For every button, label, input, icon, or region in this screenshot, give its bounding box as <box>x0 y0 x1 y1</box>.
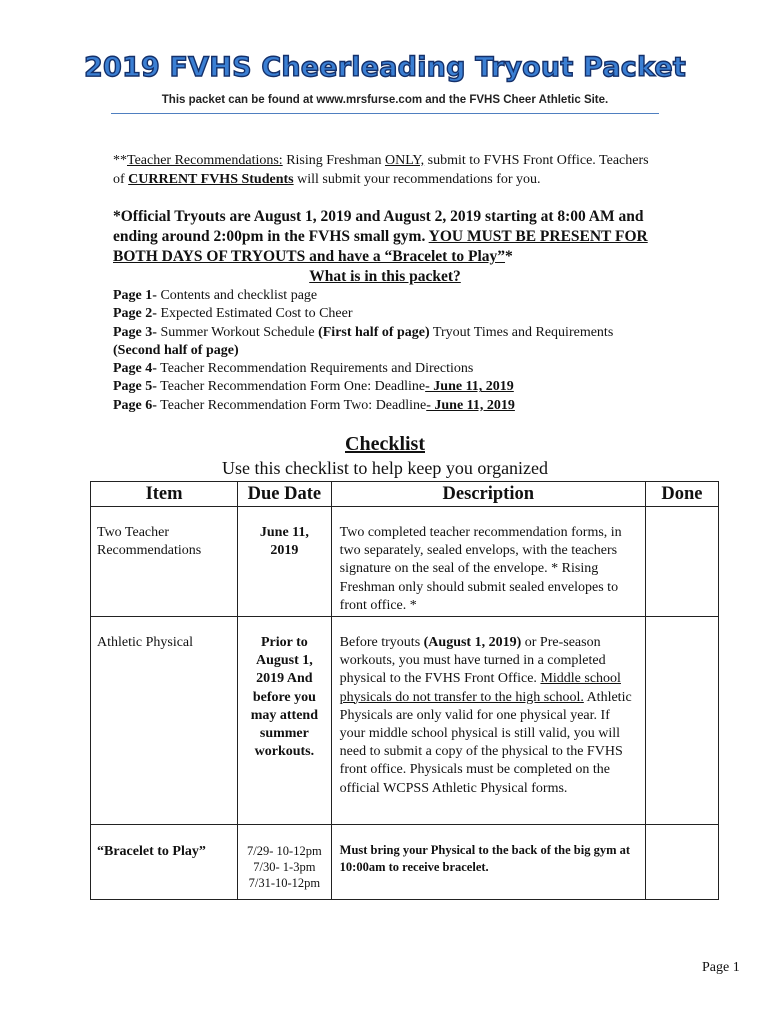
table-row <box>91 617 719 825</box>
page-item: Page 3- Summer Workout Schedule (First half of page) Tryout Times and Requirements (Second half of page) <box>113 324 614 358</box>
header-item: Item <box>91 482 238 507</box>
packet-contents-heading: What is in this packet? <box>309 268 461 285</box>
table-row <box>91 825 719 900</box>
row-item: Two Teacher Recommendations <box>91 507 238 617</box>
checklist-table <box>90 481 719 900</box>
must-be-present: YOU MUST BE PRESENT FOR BOTH DAYS OF TRYOUTS and have a “Bracelet to Play” <box>113 228 648 265</box>
teacher-rec-note: **Teacher Recommendations: Rising Freshman ONLY, submit to FVHS Front Office. Teachers of CURRENT FVHS Students will submit your recommendations for you. <box>113 153 649 187</box>
page-item: Page 1- Contents and checklist page <box>113 288 318 303</box>
row-due: 7/29- 10-12pm 7/30- 1-3pm 7/31-10-12pm <box>238 825 332 900</box>
teacher-rec-label: Teacher Recommendations: <box>127 153 283 168</box>
table-header-row <box>91 482 719 507</box>
header-divider <box>111 113 659 114</box>
page-list <box>113 287 658 415</box>
row-description: Before tryouts (August 1, 2019) or Pre-season workouts, you must have turned in a completed physical to the FVHS Front Office. Middle school physicals do not transfer to the high school. Athletic Physicals are only valid for one physical year. If your middle school physical is still valid, you will need to submit a copy of the physical to the FVHS front office. Physicals must be completed on the official WCPSS Athletic Physical forms. <box>331 617 645 825</box>
row-item: Athletic Physical <box>91 617 238 825</box>
page-number: Page 1 <box>702 960 740 975</box>
done-checkbox-cell[interactable] <box>645 617 718 825</box>
page-item: Page 5- Teacher Recommendation Form One: Deadline- June 11, 2019 <box>113 379 514 395</box>
done-checkbox-cell[interactable] <box>645 507 718 617</box>
page-item: Page 6- Teacher Recommendation Form Two: Deadline- June 11, 2019 <box>113 397 515 413</box>
packet-subtitle: This packet can be found at www.mrsfurse.com and the FVHS Cheer Athletic Site. <box>161 94 609 106</box>
table-row <box>91 507 719 617</box>
header-done: Done <box>645 482 718 507</box>
row-item: “Bracelet to Play” <box>91 825 238 900</box>
row-description: Must bring your Physical to the back of the big gym at 10:00am to receive bracelet. <box>331 825 645 900</box>
done-checkbox-cell[interactable] <box>645 825 718 900</box>
page-item: Page 2- Expected Estimated Cost to Cheer <box>113 306 353 322</box>
page-item: Page 4- Teacher Recommendation Requirements and Directions <box>113 361 474 377</box>
row-due: Prior to August 1, 2019 And before you may attend summer workouts. <box>238 617 332 825</box>
official-tryouts-note: *Official Tryouts are August 1, 2019 and August 2, 2019 starting at 8:00 AM and ending around 2:00pm in the FVHS small gym. YOU MUST BE PRESENT FOR BOTH DAYS OF TRYOUTS and have a “Bracelet to Play”* <box>113 208 648 265</box>
checklist-title: Checklist <box>345 433 425 455</box>
packet-title: 2019 FVHS Cheerleading Tryout Packet <box>83 52 686 83</box>
row-due: June 11, 2019 <box>238 507 332 617</box>
header-description: Description <box>331 482 645 507</box>
header-due-date: Due Date <box>238 482 332 507</box>
checklist-subtitle: Use this checklist to help keep you organized <box>221 458 549 478</box>
row-description: Two completed teacher recommendation forms, in two separately, sealed envelops, with the teachers signature on the seal of the envelope. * Rising Freshman only should submit sealed envelopes to front office. * <box>331 507 645 617</box>
